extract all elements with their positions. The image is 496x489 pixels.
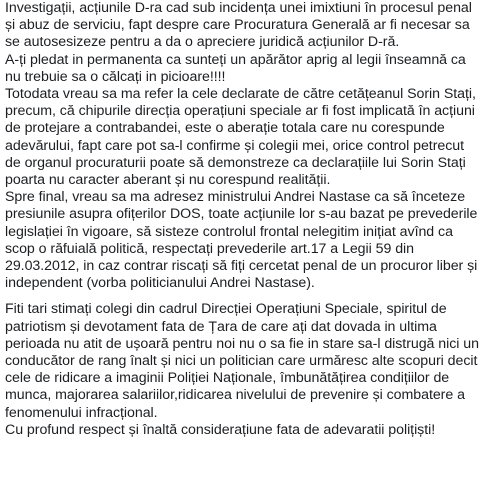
post-line: legislației în vigoare, să sisteze controlul frontal nelegitim inițiat avînd ca <box>5 223 453 240</box>
post-paragraph-2 <box>5 301 491 439</box>
post-line: 29.03.2012, in caz contrar riscați să fiți cercetat penal de un procuror liber și <box>5 258 478 275</box>
post-body <box>5 0 491 439</box>
post-line: poarta nu caracter aberant și nu corespund realității. <box>5 172 331 189</box>
post-line: scop o răfuială politică, respectați prevederile art.17 a Legii 59 din <box>5 240 414 257</box>
post-line: Fiti tari stimați colegi din cadrul Direcției Operațiuni Speciale, spiritul de <box>5 301 447 318</box>
post-line: fenomenului infracțional. <box>5 404 158 421</box>
post-line: Investigații, acțiunile D-ra cad sub incidența unei imixtiuni în procesul penal <box>5 0 472 16</box>
post-line: cele de ridicare a imaginii Poliției Naționale, îmbunătățirea condițiilor de <box>5 370 450 387</box>
post-line: de protejare a contrabandei, este o aberație totala care nu corespunde <box>5 120 445 137</box>
post-line: nu trebuie sa o călcați in picioare!!!! <box>5 68 226 85</box>
post-line: presiunile asupra ofițerilor DOS, toate acțiunile lor s-au bazat pe prevederile <box>5 206 478 223</box>
post-line: se autosesizeze pentru a da o apreciere juridică acțiunilor D-ră. <box>5 34 400 51</box>
post-line: conducător de rang înalt și nici un politician care urmăresc alte scopuri decit <box>5 353 478 370</box>
post-line: independent (vorba politicianului Andrei Nastase). <box>5 275 315 292</box>
post-line: Spre final, vreau sa ma adresez ministrului Andrei Nastase ca să înceteze <box>5 189 466 206</box>
post-line: Cu profund respect și înaltă considerațiune fata de adevaratii polițiști! <box>5 421 436 438</box>
post-line: munca, majorarea salariilor,ridicarea nivelului de prevenire și combatere a <box>5 387 465 404</box>
post-line: A-ți pledat in permanenta ca sunteți un apărător aprig al legii înseamnă ca <box>5 51 466 68</box>
post-line: de organul procuraturii poate să demonstreze ca declarațiile lui Sorin Stați <box>5 154 466 171</box>
post-line: și abuz de serviciu, fapt despre care Procuratura Generală ar fi necesar sa <box>5 17 470 34</box>
post-line: precum, că chipurile direcția operațiuni speciale ar fi fost implicată în acțiuni <box>5 103 475 120</box>
post-line: perioada nu atit de ușoară pentru noi nu o sa fie in stare sa-l distrugă nici un <box>5 335 479 352</box>
post-line: patriotism și devotament fata de Țara de care ați dat dovada in ultima <box>5 318 437 335</box>
post-line: Totodata vreau sa ma refer la cele declarate de către cetățeanul Sorin Stați, <box>5 86 476 103</box>
post-paragraph-1 <box>5 0 491 292</box>
post-line: adevărului, fapt care pot sa-l confirme și colegii mei, orice control petrecut <box>5 137 464 154</box>
paragraph-spacer <box>5 292 491 301</box>
